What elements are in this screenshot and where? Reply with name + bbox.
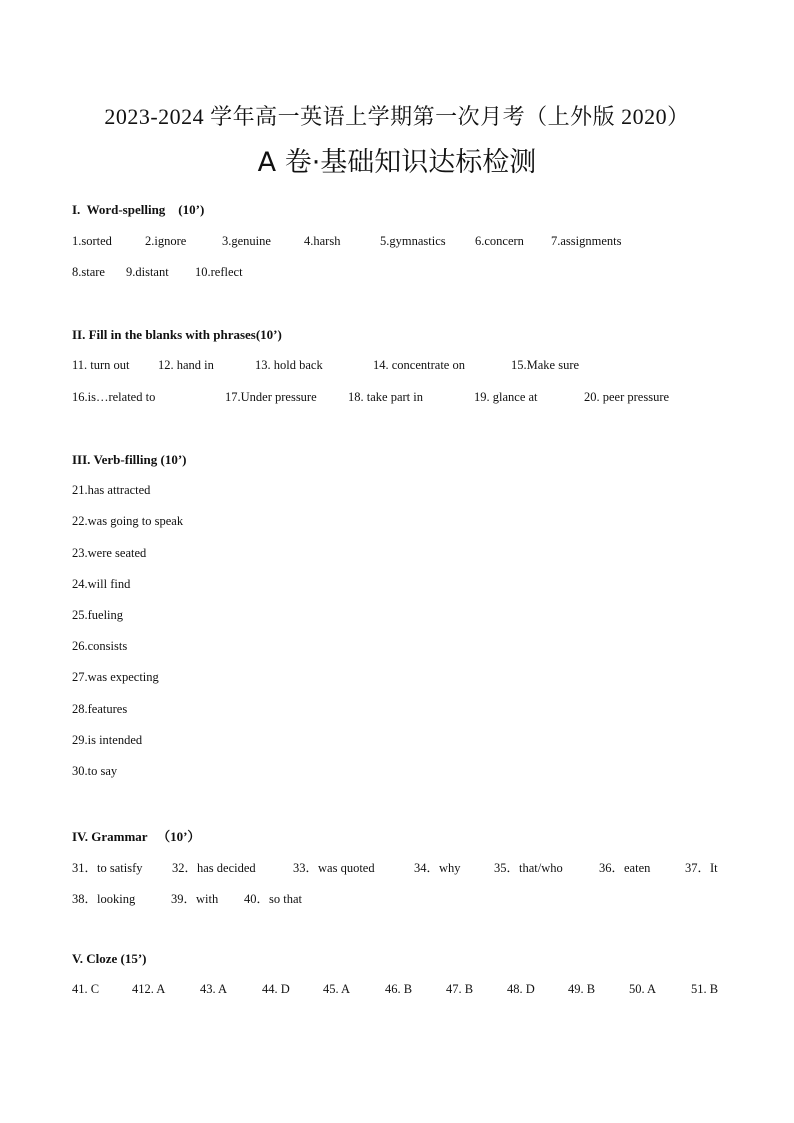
answer-item: 12. hand in — [158, 358, 214, 372]
answer-item: 50. A — [629, 982, 657, 996]
answer-item: 3.genuine — [222, 234, 271, 248]
answer-item: 33．was quoted — [293, 861, 375, 875]
answer-row — [72, 390, 732, 408]
answer-item: 41. C — [72, 982, 100, 996]
answer-item: 43. A — [200, 982, 228, 996]
answer-item: 40．so that — [244, 892, 302, 906]
answer-item: 29.is intended — [72, 733, 143, 747]
answer-item: 14. concentrate on — [373, 358, 465, 372]
document-subtitle: A 卷·基础知识达标检测 — [257, 147, 537, 178]
answer-item: 26.consists — [72, 639, 128, 653]
answer-item: 35．that/who — [494, 861, 563, 875]
answer-item: 45. A — [323, 982, 351, 996]
answer-item: 39．with — [171, 892, 219, 906]
answer-row — [72, 889, 732, 907]
section-heading-cloze: V. Cloze (15’) — [72, 951, 147, 966]
answer-item: 22.was going to speak — [72, 514, 184, 528]
answer-row — [72, 858, 732, 876]
answer-item: 25.fueling — [72, 608, 124, 622]
answer-item: 16.is…related to — [72, 390, 156, 404]
answer-item: 24.will find — [72, 577, 131, 591]
section-heading-verb-filling: III. Verb-filling (10’) — [72, 452, 187, 467]
answer-item: 30.to say — [72, 764, 118, 778]
answer-item: 10.reflect — [195, 265, 243, 279]
answer-item: 20. peer pressure — [584, 390, 670, 404]
answer-row — [72, 265, 732, 283]
answer-item: 4.harsh — [304, 234, 341, 248]
answer-item: 11. turn out — [72, 358, 130, 372]
answer-item: 27.was expecting — [72, 670, 159, 684]
answer-row — [72, 982, 732, 1000]
answer-item: 13. hold back — [255, 358, 323, 372]
answer-item: 32．has decided — [172, 861, 256, 875]
answer-item: 6.concern — [475, 234, 524, 248]
answer-item: 44. D — [262, 982, 290, 996]
answer-item: 31．to satisfy — [72, 861, 143, 875]
answer-item: 19. glance at — [474, 390, 538, 404]
answer-item: 1.sorted — [72, 234, 112, 248]
answer-item: 51. B — [691, 982, 719, 996]
answer-item: 15.Make sure — [511, 358, 580, 372]
answer-item: 7.assignments — [551, 234, 622, 248]
section-heading-phrases: II. Fill in the blanks with phrases(10’) — [72, 327, 282, 342]
answer-row — [72, 234, 732, 252]
answer-item: 5.gymnastics — [380, 234, 446, 248]
answer-item: 412. A — [132, 982, 166, 996]
answer-item: 28.features — [72, 702, 128, 716]
answer-item: 48. D — [507, 982, 535, 996]
answer-item: 21.has attracted — [72, 483, 151, 497]
answer-item: 34．why — [414, 861, 461, 875]
section-heading-word-spelling: I. Word-spelling (10’) — [72, 202, 205, 217]
answer-item: 23.were seated — [72, 546, 147, 560]
answer-item: 17.Under pressure — [225, 390, 317, 404]
answer-item: 9.distant — [126, 265, 169, 279]
answer-row — [72, 358, 732, 376]
answer-item: 49. B — [568, 982, 596, 996]
answer-item: 38．looking — [72, 892, 136, 906]
answer-item: 37．It — [685, 861, 718, 875]
section-heading-grammar: IV. Grammar （10’） — [72, 829, 201, 844]
answer-item: 18. take part in — [348, 390, 423, 404]
answer-item: 46. B — [385, 982, 413, 996]
answer-item: 36．eaten — [599, 861, 651, 875]
document-title: 2023-2024 学年高一英语上学期第一次月考（上外版 2020） — [104, 104, 690, 129]
answer-item: 2.ignore — [145, 234, 187, 248]
answer-item: 8.stare — [72, 265, 105, 279]
answer-item: 47. B — [446, 982, 474, 996]
